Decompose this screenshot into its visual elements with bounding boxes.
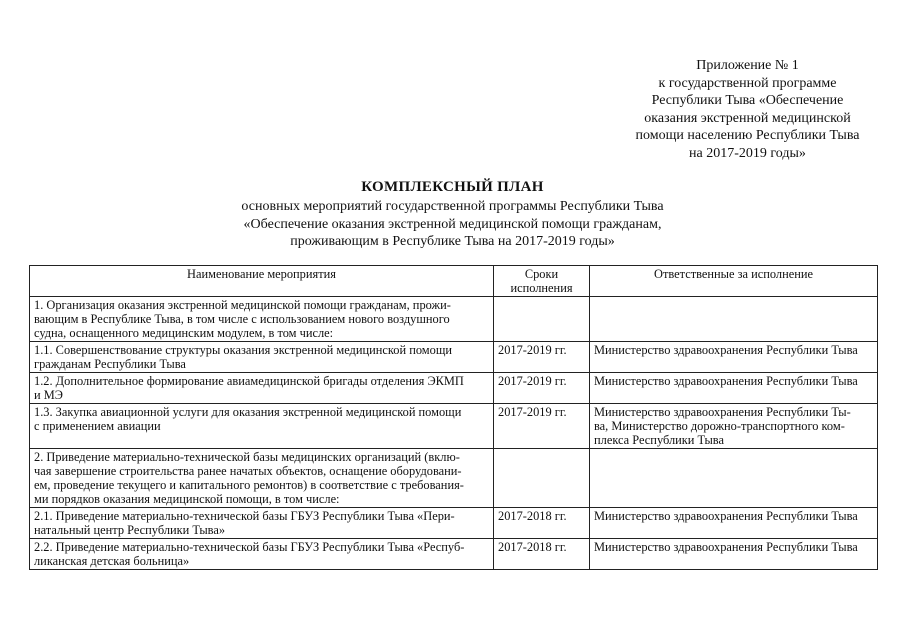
table-row bbox=[30, 508, 878, 539]
cell-responsible bbox=[590, 508, 878, 539]
header-name: Наименование мероприятия bbox=[30, 266, 494, 297]
appendix-line: оказания экстренной медицинской bbox=[644, 110, 851, 126]
table-row bbox=[30, 404, 878, 449]
cell-name bbox=[30, 342, 494, 373]
cell-name-line: гражданам Республики Тыва bbox=[34, 357, 186, 371]
table-row bbox=[30, 342, 878, 373]
header-responsible: Ответственные за исполнение bbox=[590, 266, 878, 297]
table-header-row bbox=[30, 266, 878, 297]
cell-name bbox=[30, 508, 494, 539]
cell-name-line: чая завершение строительства ранее начатых объектов, оснащение оборудовани- bbox=[34, 464, 462, 478]
plan-table bbox=[29, 265, 878, 570]
table-row bbox=[30, 297, 878, 342]
plan-subtitle-line: основных мероприятий государственной программы Республики Тыва bbox=[241, 199, 664, 214]
cell-name-line: 1.1. Совершенствование структуры оказания экстренной медицинской помощи bbox=[34, 343, 452, 357]
cell-deadline: 2017-2019 гг. bbox=[494, 404, 590, 449]
cell-responsible-line: Министерство здравоохранения Республики Тыва bbox=[594, 540, 858, 554]
table-row bbox=[30, 539, 878, 570]
table-body bbox=[30, 297, 878, 570]
cell-responsible-line: Министерство здравоохранения Республики Тыва bbox=[594, 343, 858, 357]
cell-responsible bbox=[590, 373, 878, 404]
cell-deadline: 2017-2019 гг. bbox=[494, 342, 590, 373]
cell-name bbox=[30, 297, 494, 342]
cell-responsible-line: плекса Республики Тыва bbox=[594, 433, 724, 447]
cell-name-line: 1. Организация оказания экстренной медицинской помощи гражданам, прожи- bbox=[34, 298, 451, 312]
cell-name-line: 2. Приведение материально-технической базы медицинских организаций (вклю- bbox=[34, 450, 460, 464]
cell-responsible bbox=[590, 539, 878, 570]
cell-name-line: 1.3. Закупка авиационной услуги для оказания экстренной медицинской помощи bbox=[34, 405, 462, 419]
plan-subtitle-line: «Обеспечение оказания экстренной медицинской помощи гражданам, bbox=[243, 216, 662, 232]
appendix-line: помощи населению Республики Тыва bbox=[635, 128, 860, 144]
cell-deadline: 2017-2019 гг. bbox=[494, 373, 590, 404]
appendix-line: Республики Тыва «Обеспечение bbox=[651, 93, 844, 109]
cell-responsible bbox=[590, 297, 878, 342]
cell-name-line: ем, проведение текущего и капитального ремонтов) в соответствие с требования- bbox=[34, 478, 464, 492]
cell-responsible-line: Министерство здравоохранения Республики Тыва bbox=[594, 509, 858, 523]
cell-name-line: с применением авиации bbox=[34, 419, 161, 433]
header-deadline-line: исполнения bbox=[510, 281, 573, 295]
cell-responsible-line: Министерство здравоохранения Республики Ты- bbox=[594, 405, 851, 419]
table-row bbox=[30, 449, 878, 508]
plan-subtitle-line: проживающим в Республике Тыва на 2017-2019 годы» bbox=[290, 234, 615, 250]
cell-name bbox=[30, 539, 494, 570]
cell-deadline bbox=[494, 297, 590, 342]
cell-name-line: 2.2. Приведение материально-технической базы ГБУЗ Республики Тыва «Респуб- bbox=[34, 540, 465, 554]
header-deadline bbox=[494, 266, 590, 297]
cell-deadline: 2017-2018 гг. bbox=[494, 539, 590, 570]
cell-name-line: ликанская детская больница» bbox=[34, 554, 190, 568]
cell-name-line: 1.2. Дополнительное формирование авиамедицинской бригады отделения ЭКМП bbox=[34, 374, 464, 388]
cell-name bbox=[30, 373, 494, 404]
appendix-line: к государственной программе bbox=[658, 75, 837, 91]
cell-name bbox=[30, 404, 494, 449]
appendix-note bbox=[600, 57, 895, 163]
cell-responsible bbox=[590, 404, 878, 449]
plan-title: КОМПЛЕКСНЫЙ ПЛАН bbox=[361, 179, 544, 195]
cell-deadline bbox=[494, 449, 590, 508]
cell-name-line: ми порядков оказания медицинской помощи, в том числе: bbox=[34, 492, 340, 506]
cell-responsible-line: ва, Министерство дорожно-транспортного ком- bbox=[594, 419, 845, 433]
cell-name bbox=[30, 449, 494, 508]
cell-name-line: 2.1. Приведение материально-технической базы ГБУЗ Республики Тыва «Пери- bbox=[34, 509, 455, 523]
table-row bbox=[30, 373, 878, 404]
cell-responsible bbox=[590, 342, 878, 373]
appendix-line: Приложение № 1 bbox=[696, 58, 799, 73]
header-deadline-line: Сроки bbox=[524, 267, 559, 281]
plan-subtitle bbox=[0, 198, 905, 251]
cell-name-line: вающим в Республике Тыва, в том числе с использованием нового воздушного bbox=[34, 312, 450, 326]
cell-name-line: натальный центр Республики Тыва» bbox=[34, 523, 226, 537]
cell-responsible-line: Министерство здравоохранения Республики Тыва bbox=[594, 374, 858, 388]
cell-name-line: и МЭ bbox=[34, 388, 63, 402]
cell-name-line: судна, оснащенного медицинским модулем, в том числе: bbox=[34, 326, 334, 340]
cell-responsible bbox=[590, 449, 878, 508]
appendix-line: на 2017-2019 годы» bbox=[689, 145, 806, 161]
cell-deadline: 2017-2018 гг. bbox=[494, 508, 590, 539]
